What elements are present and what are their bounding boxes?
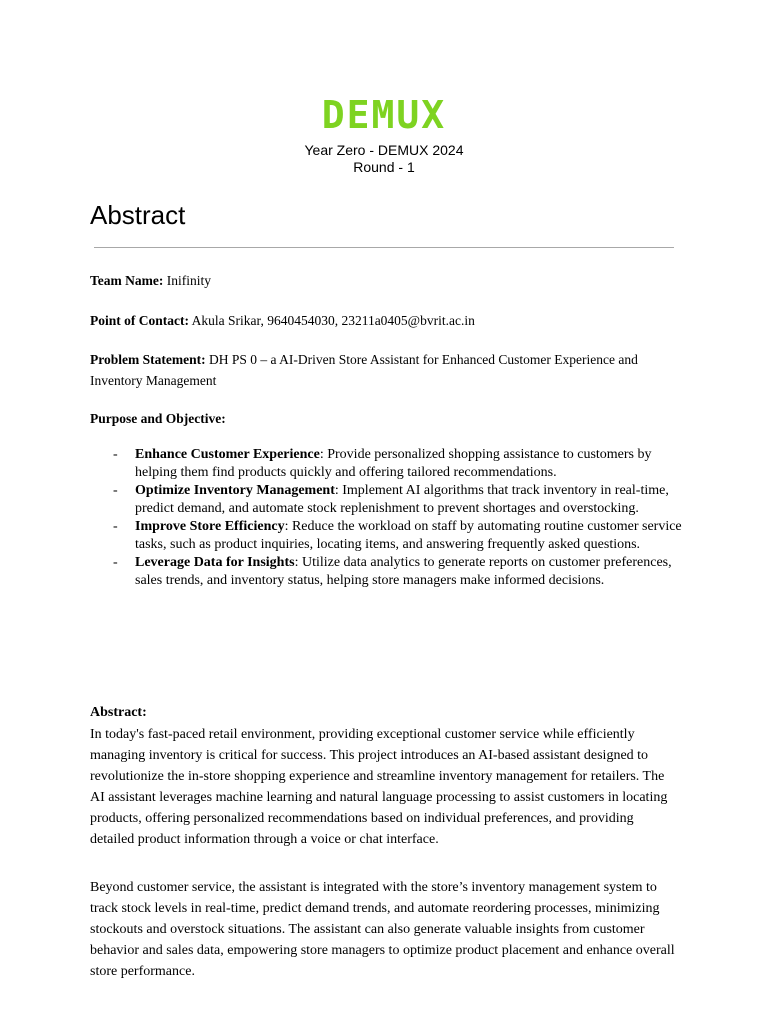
objective-text: : Implement AI algorithms that track inventory in real-time, predict demand, and automate stock replenishment to prevent shortages and overstocking.	[135, 483, 669, 516]
problem-statement-label: Problem Statement:	[90, 352, 206, 367]
list-dash: -	[113, 447, 118, 462]
problem-statement-value: DH PS 0 – a AI-Driven Store Assistant for Enhanced Customer Experience and Inventory Management	[90, 352, 638, 388]
purpose-label: Purpose and Objective:	[90, 411, 226, 426]
demux-logo-text: DEMUX	[321, 97, 447, 133]
purpose-heading	[90, 408, 680, 429]
objective-title: Optimize Inventory Management	[135, 483, 335, 498]
objective-title: Enhance Customer Experience	[135, 447, 320, 462]
objectives-list	[90, 446, 685, 590]
problem-statement-field	[90, 349, 680, 391]
list-item	[90, 446, 685, 482]
page-title: Abstract	[90, 200, 186, 230]
objective-text: : Provide personalized shopping assistance to customers by helping them find products quickly and offering tailored recommendations.	[135, 447, 652, 480]
team-name-value: Inifinity	[166, 273, 211, 288]
abstract-paragraph-1: In today's fast-paced retail environment, providing exceptional customer service while efficiently managing inventory is critical for success. This project introduces an AI-based assistant designed to revolutionize the in-store shopping experience and streamline inventory management for retailers. The AI assistant leverages machine learning and natural language processing to assist customers in locating products, offering personalized recommendations based on individual preferences, and providing detailed product information through a voice or chat interface.	[90, 727, 668, 847]
abstract-heading: Abstract:	[90, 705, 147, 720]
objective-title: Leverage Data for Insights	[135, 555, 295, 570]
objective-text: : Utilize data analytics to generate reports on customer preferences, sales trends, and inventory status, helping store managers make informed decisions.	[135, 555, 672, 588]
objective-text: : Reduce the workload on staff by automating routine customer service tasks, such as product inquiries, locating items, and answering frequently asked questions.	[135, 519, 682, 552]
team-name-label: Team Name:	[90, 273, 164, 288]
team-name-field	[90, 270, 680, 291]
contact-value: Akula Srikar, 9640454030, 23211a0405@bvrit.ac.in	[191, 313, 475, 328]
list-item	[90, 554, 685, 590]
abstract-paragraph-2: Beyond customer service, the assistant is integrated with the store’s inventory management system to track stock levels in real-time, predict demand trends, and automate reordering processes, minimizing stockouts and overstock situations. The assistant can also generate valuable insights from customer behavior and sales data, empowering store managers to optimize product placement and enhance overall store performance.	[90, 880, 675, 979]
objective-title: Improve Store Efficiency	[135, 519, 285, 534]
title-divider	[94, 247, 674, 248]
contact-label: Point of Contact:	[90, 313, 189, 328]
list-dash: -	[113, 519, 118, 534]
demux-logo	[304, 97, 464, 133]
contact-field	[90, 310, 680, 331]
list-item	[90, 482, 685, 518]
event-subtitle: Year Zero - DEMUX 2024	[304, 142, 464, 158]
list-item	[90, 518, 685, 554]
round-label: Round - 1	[353, 159, 415, 175]
list-dash: -	[113, 483, 118, 498]
list-dash: -	[113, 555, 118, 570]
